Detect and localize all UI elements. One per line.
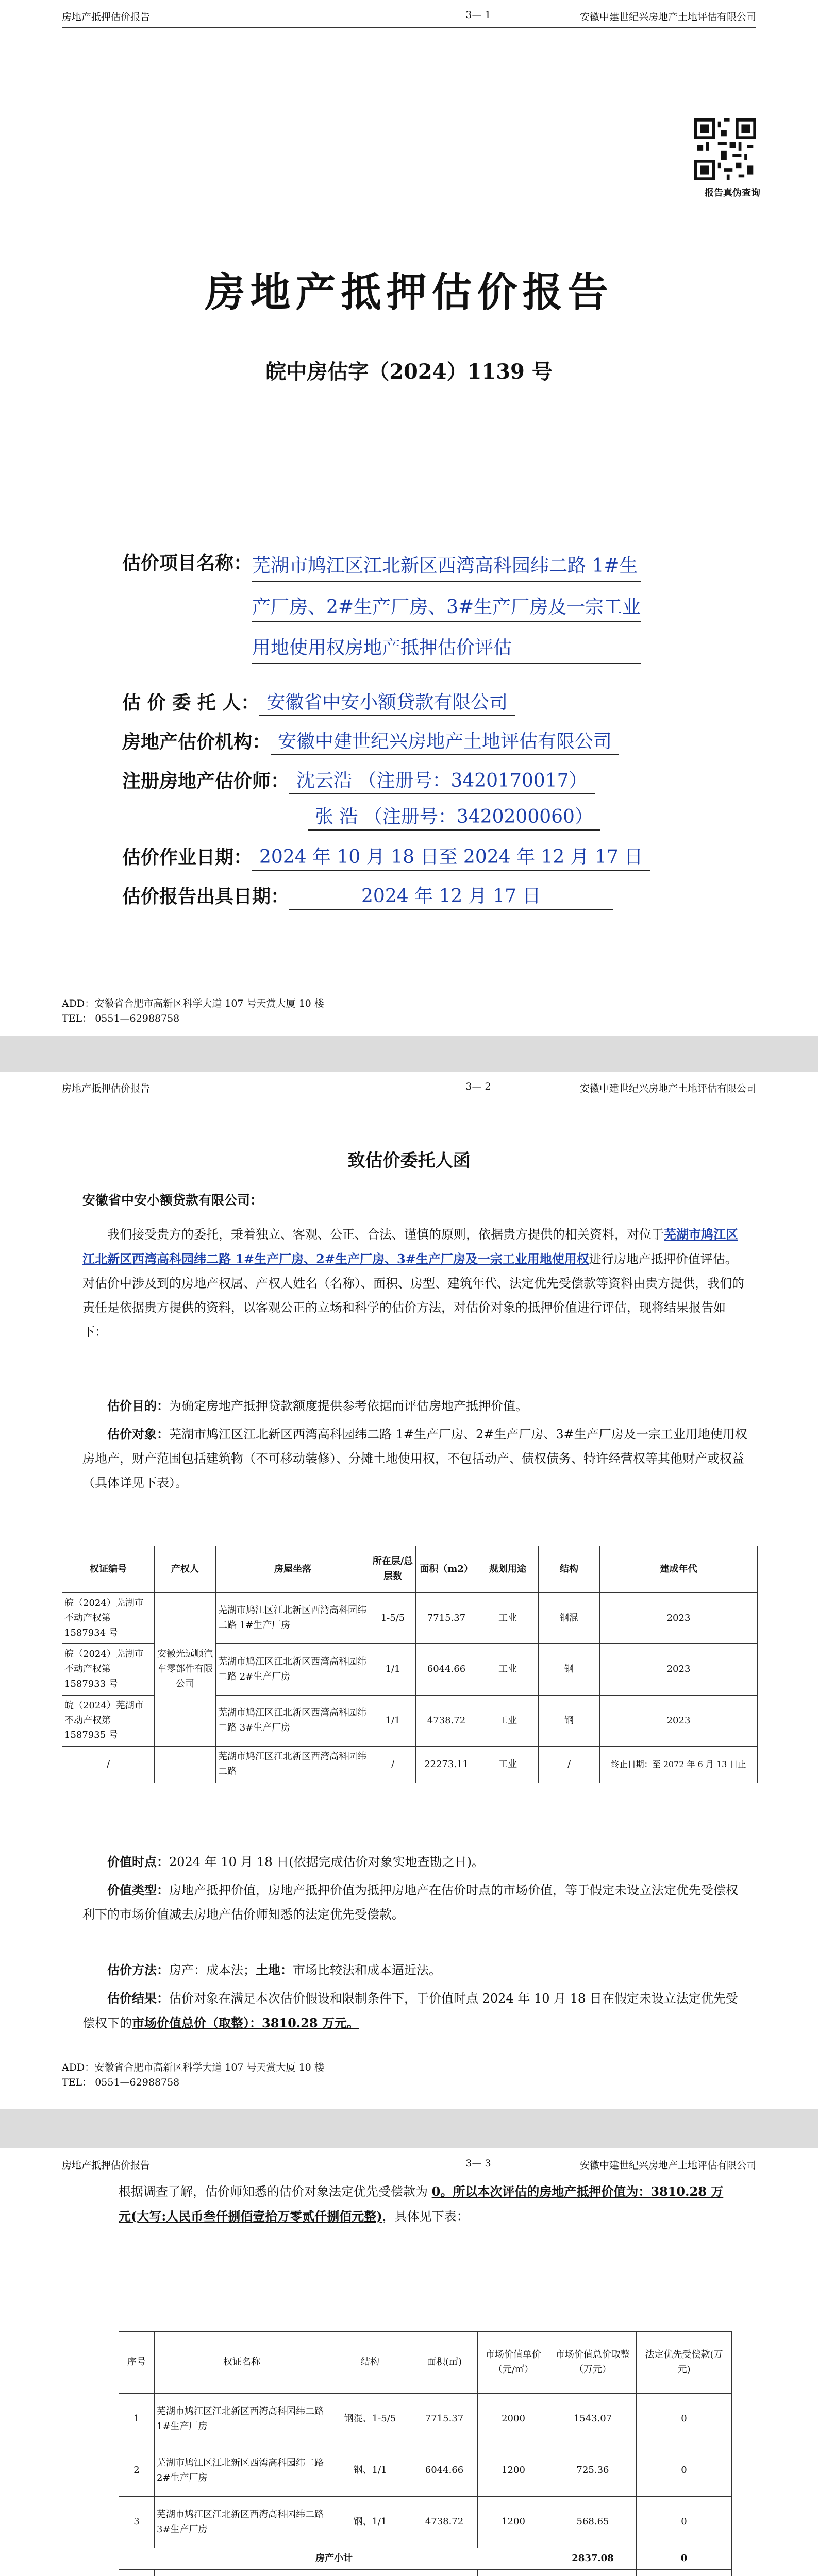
cell: 钢、1/1 [329, 2445, 411, 2497]
cell [637, 2569, 732, 2576]
cell: 2023 [600, 1695, 758, 1746]
lien-text-2: ，具体见下表： [382, 2209, 469, 2224]
method-text-a: 房产：成本法； [169, 1963, 256, 1977]
result-text: 估价对象在满足本次估价假设和限制条件下，于价值时点 2024 年 10 月 18 日在假定未设立法定优先受偿权下的 [82, 1991, 738, 2030]
intro-text-2: 进行房地产抵押价值评估。对估价中涉及到的房地产权属、产权人姓名（名称）、面积、房型、建筑年代、法定优先受偿款等资料由贵方提供，我们的责任是依据贵方提供的资料，以客观公正的立场和科学的估价方法，对估价对象的抵押价值进行评估，现将结果报告如下： [82, 1252, 744, 1339]
object-text: 芜湖市鸠江区江北新区西湾高科园纬二路 1#生产厂房、2#生产厂房、3#生产厂房及一宗工业用地使用权房地产，财产范围包括建筑物（不可移动装修）、分摊土地使用权，不包括动产、债权债务、特许经营权等其他财产或权益（具体详见下表）。 [82, 1427, 747, 1490]
agency-value: 安徽中建世纪兴房地产土地评估有限公司 [271, 733, 619, 755]
result-label: 估价结果： [107, 1991, 169, 2006]
value-type-label: 价值类型： [107, 1883, 169, 1897]
cell: 钢 [539, 1695, 600, 1746]
footer-address: ADD：安徽省合肥市高新区科学大道 107 号天赏大厦 10 楼 [62, 2062, 324, 2073]
running-header [62, 9, 756, 28]
cell: 钢混 [539, 1593, 600, 1644]
table-row [119, 2445, 732, 2497]
valuation-date-text: 2024 年 10 月 18 日(依据完成估价对象实地查勘之日)。 [169, 1855, 485, 1869]
cell [549, 2569, 637, 2576]
cell [155, 1747, 216, 1783]
cover-fields [122, 554, 725, 926]
cell: 1200 [478, 2497, 549, 2548]
running-header [62, 1081, 756, 1099]
agency-label: 房地产估价机构： [122, 731, 271, 753]
footer-address: ADD：安徽省合肥市高新区科学大道 107 号天赏大厦 10 楼 [62, 998, 324, 1009]
cell: 钢、1/1 [329, 2497, 411, 2548]
running-header [62, 2158, 756, 2176]
col-header: 面积(㎡) [411, 2332, 478, 2394]
date-row [122, 848, 725, 871]
cell: 1-5/5 [370, 1593, 416, 1644]
col-header: 法定优先受偿款(万元) [637, 2332, 732, 2394]
col-header: 规划用途 [477, 1546, 539, 1593]
result-total: 市场价值总价（取整）：3810.28 万元。 [132, 2015, 359, 2030]
col-header: 权证编号 [62, 1546, 155, 1593]
issue-value: 2024 年 12 月 17 日 [289, 887, 613, 910]
col-header: 房屋坐落 [216, 1546, 370, 1593]
cell: 568.65 [549, 2497, 637, 2548]
col-header: 产权人 [155, 1546, 216, 1593]
table-row [119, 2497, 732, 2548]
cell: 芜湖市鸠江区江北新区西湾高科园纬二路 [216, 1747, 370, 1783]
letter-title: 致估价委托人函 [347, 1150, 471, 1171]
cell: 芜湖市鸠江区江北新区西湾高科园纬二路 2#生产厂房 [155, 2445, 329, 2497]
cell: 4738.72 [411, 2497, 478, 2548]
cell: 0 [637, 2445, 732, 2497]
method-text-c: 市场比较法和成本逼近法。 [293, 1963, 441, 1977]
cell: 2837.08 [549, 2548, 637, 2570]
table-row [119, 2394, 732, 2445]
cell: / [539, 1747, 600, 1783]
col-header: 市场价值总价取整（万元） [549, 2332, 637, 2394]
cell: 22273.11 [416, 1747, 477, 1783]
cell [119, 2569, 155, 2576]
header-left: 房地产抵押估价报告 [62, 2160, 151, 2171]
col-header: 市场价值单价（元/㎡） [478, 2332, 549, 2394]
appraiser-1: 沈云浩 （注册号：3420170017） [289, 772, 595, 794]
col-header: 序号 [119, 2332, 155, 2394]
addressee: 安徽省中安小额贷款有限公司： [82, 1193, 263, 1208]
cell: 钢混、1-5/5 [329, 2394, 411, 2445]
client-label: 估 价 委 托 人： [122, 691, 260, 714]
purpose-paragraph [82, 1394, 747, 1418]
cell: 4738.72 [416, 1695, 477, 1746]
project-value [252, 554, 641, 677]
footer-tel: TEL： 0551—62988758 [62, 1012, 180, 1024]
table-row [62, 1747, 758, 1783]
cell: / [370, 1747, 416, 1783]
qr-caption: 报告真伪查询 [705, 188, 760, 198]
value-type-text: 房地产抵押价值，房地产抵押价值为抵押房地产在估价时点的市场价值，等于假定未设立法定优先受偿权利下的市场价值减去房地产估价师知悉的法定优先受偿款。 [82, 1883, 738, 1922]
table-row [119, 2569, 732, 2576]
cell: 6044.66 [416, 1644, 477, 1695]
valuation-date-paragraph [82, 1850, 747, 1874]
appraiser-row-2 [308, 808, 725, 831]
running-footer [62, 2056, 756, 2090]
cell: 皖（2024）芜湖市不动产权第 1587934 号 [62, 1593, 155, 1644]
cell: 钢 [539, 1644, 600, 1695]
cell: 2000 [478, 2394, 549, 2445]
project-line: 芜湖市鸠江区江北新区西湾高科园纬二路 1#生 [252, 554, 641, 582]
owner-cell: 安徽光远顺汽车零部件有限公司 [155, 1593, 216, 1747]
cell: 1200 [478, 2445, 549, 2497]
result-paragraph [82, 1986, 747, 2036]
purpose-label: 估价目的： [107, 1398, 169, 1413]
qr-code-icon[interactable] [694, 118, 756, 180]
cell: / [62, 1747, 155, 1783]
cell: 皖（2024）芜湖市不动产权第 1587935 号 [62, 1695, 155, 1746]
cell: 芜湖市鸠江区江北新区西湾高科园纬二路 1#生产厂房 [216, 1593, 370, 1644]
cell: 芜湖市鸠江区江北新区西湾高科园纬二路 3#生产厂房 [216, 1695, 370, 1746]
cell: 2023 [600, 1644, 758, 1695]
header-left: 房地产抵押估价报告 [62, 11, 151, 23]
cell [478, 2569, 549, 2576]
cell: 芜湖市鸠江区江北新区西湾高科园纬二路 2#生产厂房 [216, 1644, 370, 1695]
property-table [62, 1546, 758, 1783]
purpose-text: 为确定房地产抵押贷款额度提供参考依据而评估房地产抵押价值。 [169, 1399, 528, 1413]
running-footer [62, 992, 756, 1026]
col-header: 建成年代 [600, 1546, 758, 1593]
issue-label: 估价报告出具日期： [122, 885, 290, 907]
intro-paragraph [82, 1222, 747, 1344]
cell: 1/1 [370, 1695, 416, 1746]
footer-tel: TEL： 0551—62988758 [62, 2076, 180, 2088]
appraiser-2: 张 浩 （注册号：3420200060） [308, 808, 600, 831]
subtotal-row [119, 2548, 732, 2570]
property-highlight: 芜湖市鸠江区江北新区西湾高科园纬二路 1#生产厂房、2#生产厂房、3#生产厂房及一宗工业用地使用权 [82, 1227, 738, 1266]
cell: 工业 [477, 1695, 539, 1746]
date-label: 估价作业日期： [122, 846, 253, 868]
object-paragraph [82, 1422, 747, 1495]
table-row [62, 1593, 758, 1644]
agency-row [122, 733, 725, 755]
method-text-b: 土地： [256, 1962, 293, 1977]
col-header: 结构 [539, 1546, 600, 1593]
cell: 房产小计 [119, 2548, 549, 2570]
cell: 1 [119, 2394, 155, 2445]
method-paragraph [82, 1958, 747, 1982]
page-cover [0, 0, 818, 1036]
page-number: 3— 2 [465, 1081, 491, 1092]
cell: 皖（2024）芜湖市不动产权第 1587933 号 [62, 1644, 155, 1695]
cell: 工业 [477, 1593, 539, 1644]
cell: 芜湖市鸠江区江北新区西湾高科园纬二路 1#生产厂房 [155, 2394, 329, 2445]
col-header: 结构 [329, 2332, 411, 2394]
client-value: 安徽省中安小额贷款有限公司 [259, 693, 515, 716]
header-right: 安徽中建世纪兴房地产土地评估有限公司 [579, 1083, 756, 1094]
object-label: 估价对象： [107, 1427, 169, 1442]
header-right: 安徽中建世纪兴房地产土地评估有限公司 [579, 11, 756, 23]
cell: 1543.07 [549, 2394, 637, 2445]
report-title: 房地产抵押估价报告 [205, 269, 613, 316]
cell: 7715.37 [411, 2394, 478, 2445]
lien-paragraph [119, 2179, 732, 2229]
valuation-date-label: 价值时点： [107, 1854, 169, 1869]
appraiser-row [122, 772, 725, 794]
col-header: 面积（m2） [416, 1546, 477, 1593]
cell [411, 2569, 478, 2576]
project-label: 估价项目名称： [122, 552, 253, 574]
col-header: 权证名称 [155, 2332, 329, 2394]
method-label: 估价方法： [107, 1962, 169, 1977]
intro-text: 我们接受贵方的委托，秉着独立、客观、公正、合法、谨慎的原则，依据贵方提供的相关资料，对位于 [107, 1227, 664, 1242]
header-left: 房地产抵押估价报告 [62, 1083, 151, 1094]
cell: 0 [637, 2394, 732, 2445]
date-value: 2024 年 10 月 18 日至 2024 年 12 月 17 日 [252, 848, 650, 871]
cell [329, 2569, 411, 2576]
appraiser-label: 注册房地产估价师： [122, 770, 290, 792]
cell: 1/1 [370, 1644, 416, 1695]
value-table [119, 2331, 732, 2576]
cell: 芜湖市鸠江区江北新区西湾高科园纬二路 3#生产厂房 [155, 2497, 329, 2548]
cell: 0 [637, 2548, 732, 2570]
col-header: 所在层/总层数 [370, 1546, 416, 1593]
cell: 7715.37 [416, 1593, 477, 1644]
cell: 0 [637, 2497, 732, 2548]
cell: 工业 [477, 1747, 539, 1783]
page-number: 3— 3 [465, 2158, 491, 2169]
table-header-row [62, 1546, 758, 1593]
cell: 3 [119, 2497, 155, 2548]
cell: 2 [119, 2445, 155, 2497]
project-line: 用地使用权房地产抵押估价评估 [252, 636, 641, 664]
issue-row [122, 887, 725, 910]
cell [155, 2569, 329, 2576]
value-type-paragraph [82, 1878, 747, 1927]
cell: 工业 [477, 1644, 539, 1695]
project-row [122, 554, 725, 677]
header-right: 安徽中建世纪兴房地产土地评估有限公司 [579, 2160, 756, 2171]
cell: 2023 [600, 1593, 758, 1644]
cell: 终止日期：至 2072 年 6 月 13 日止 [600, 1747, 758, 1783]
table-header-row [119, 2332, 732, 2394]
project-line: 产厂房、2#生产厂房、3#生产厂房及一宗工业 [252, 595, 641, 623]
lien-text: 根据调查了解，估价师知悉的估价对象法定优先受偿款为 [119, 2184, 432, 2199]
report-number: 皖中房估字（2024）1139 号 [265, 360, 553, 384]
lien-total: 0。所以本次评估的房地产抵押价值为：3810.28 万元(大写:人民币叁仟捌佰壹拾万零贰仟捌佰元整) [119, 2184, 724, 2224]
page-number: 3— 1 [465, 9, 491, 21]
cell: 725.36 [549, 2445, 637, 2497]
client-row [122, 693, 725, 716]
cell: 6044.66 [411, 2445, 478, 2497]
